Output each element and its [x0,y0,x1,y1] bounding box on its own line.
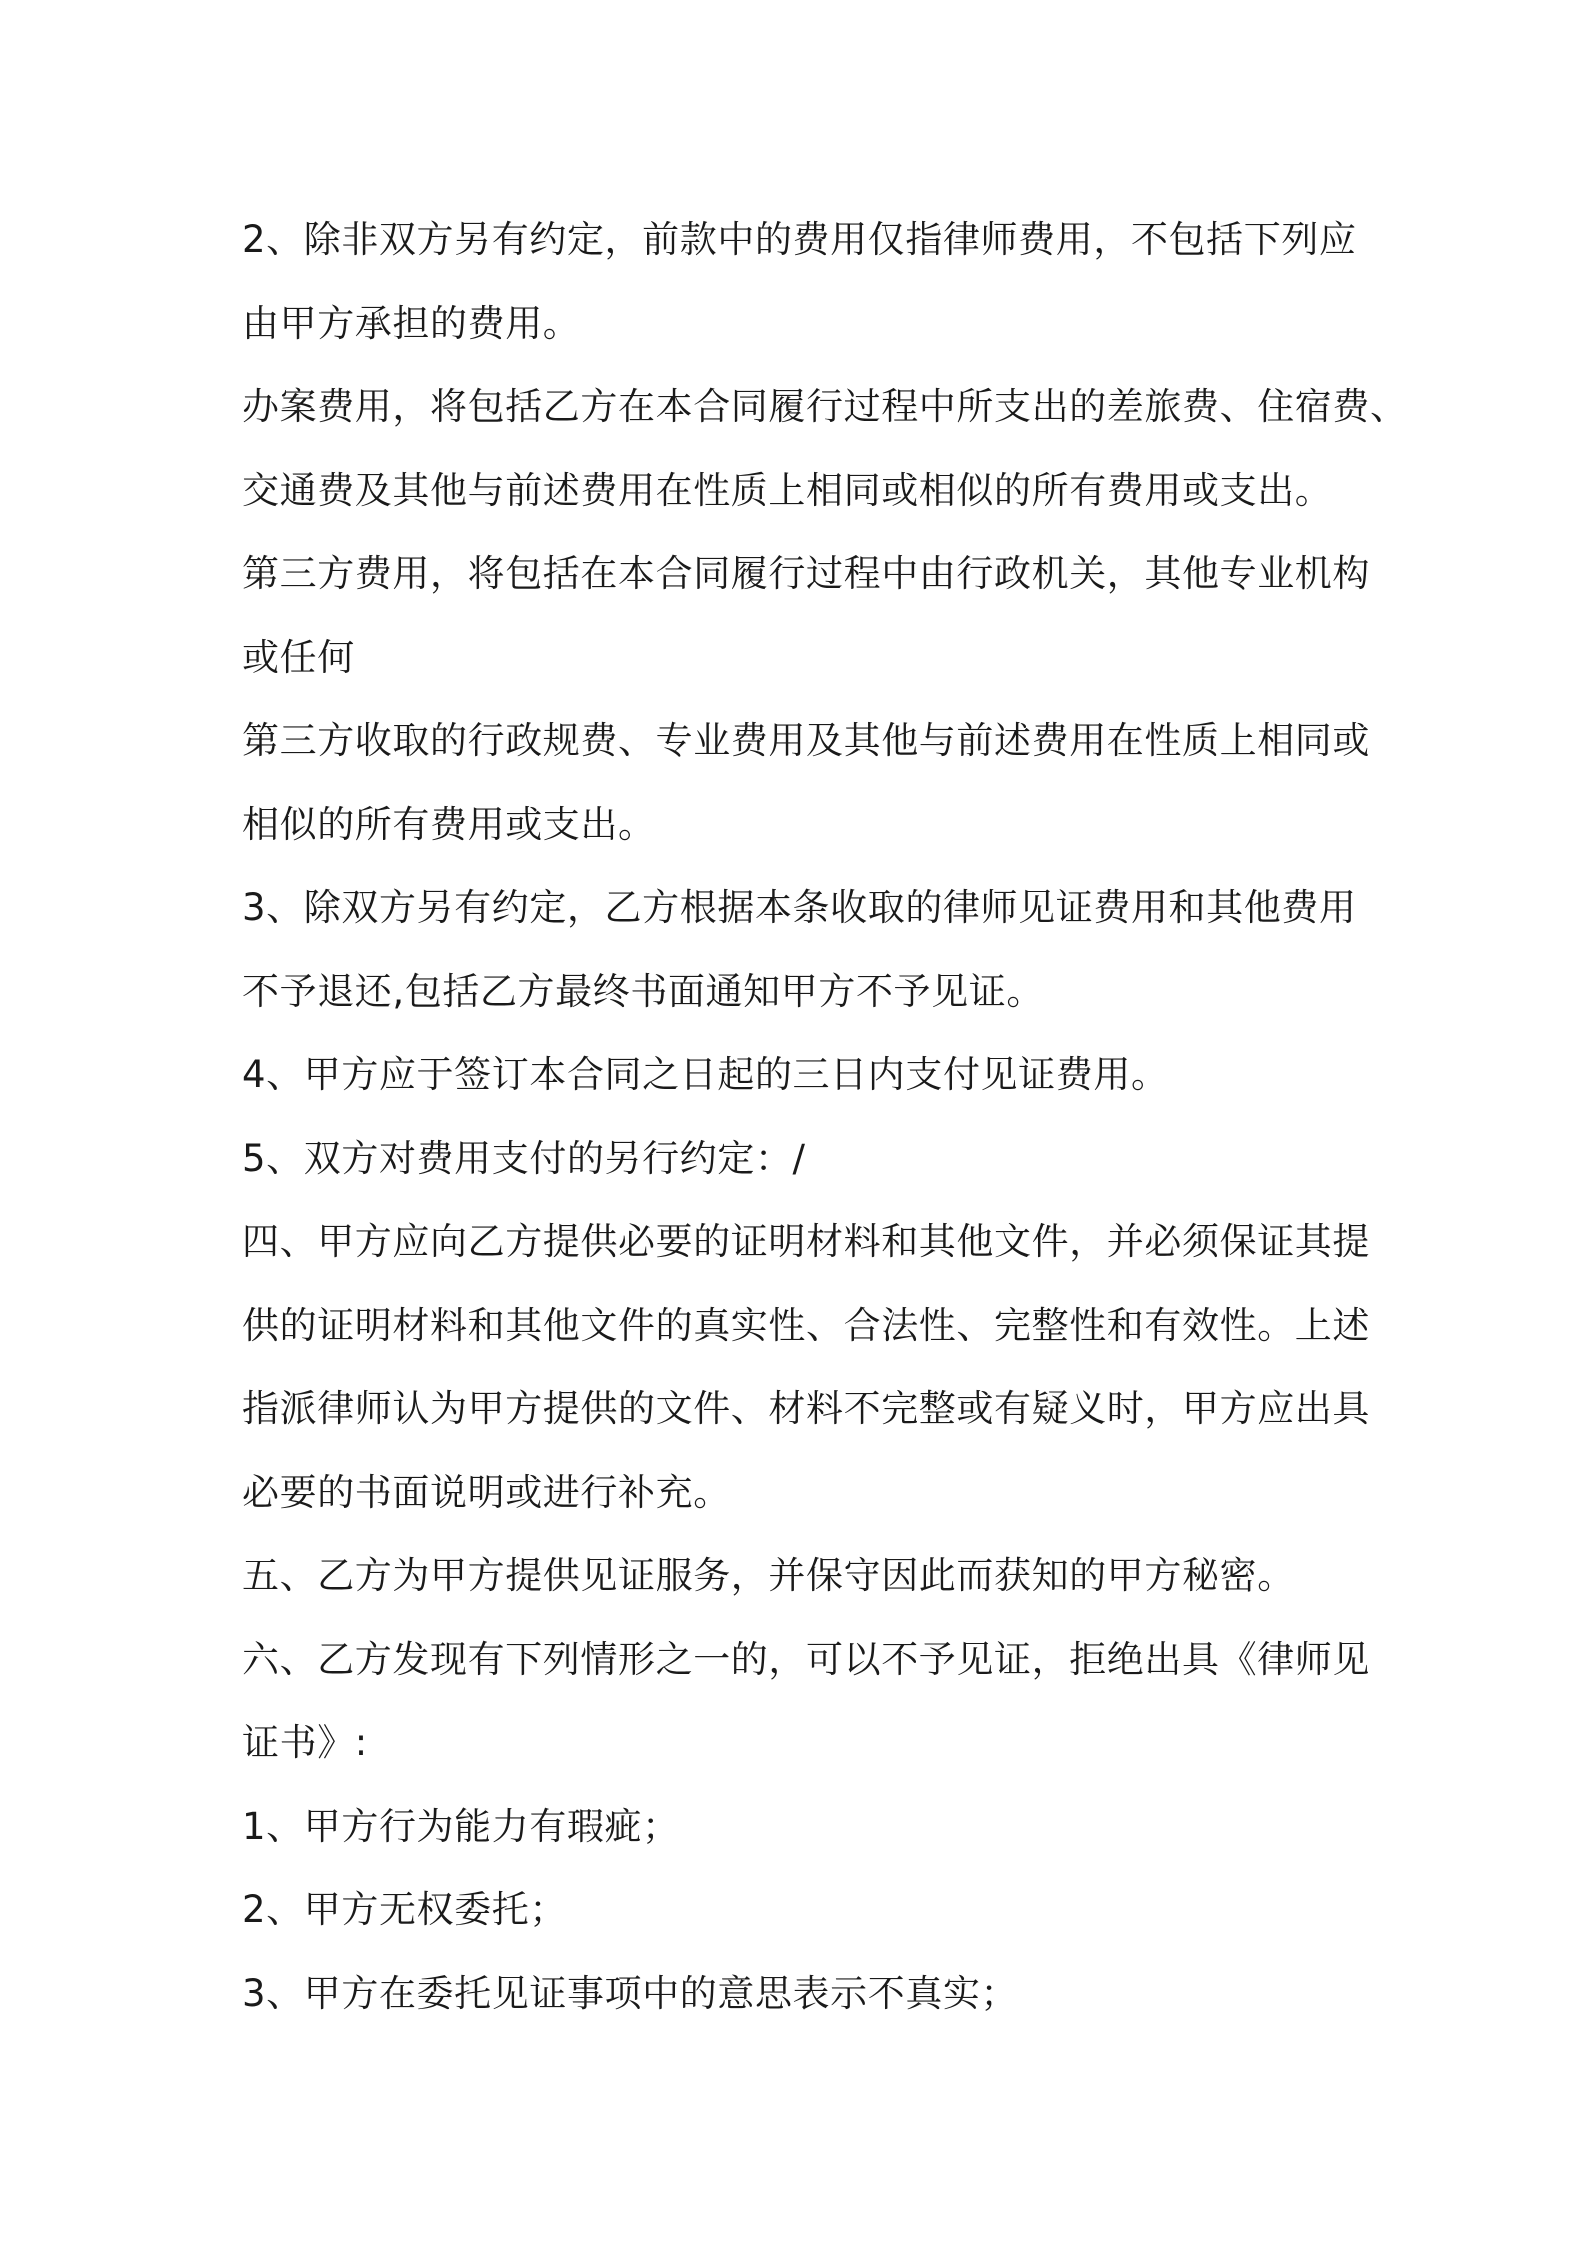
text-line: 第三方费用，将包括在本合同履行过程中由行政机关，其他专业机构 [242,552,1370,595]
text-line: 5、双方对费用支付的另行约定：/ [242,1136,806,1180]
text-line: 必要的书面说明或进行补充。 [242,1470,731,1514]
text-line: 办案费用，将包括乙方在本合同履行过程中所支出的差旅费、住宿费、 [242,385,1408,428]
text-line: 供的证明材料和其他文件的真实性、合法性、完整性和有效性。上述 [242,1303,1370,1347]
text-line: 第三方收取的行政规费、专业费用及其他与前述费用在性质上相同或 [242,719,1370,762]
text-line: 指派律师认为甲方提供的文件、材料不完整或有疑义时，甲方应出具 [242,1387,1370,1430]
text-line: 2、甲方无权委托； [242,1888,567,1931]
text-line: 2、除非双方另有约定，前款中的费用仅指律师费用，不包括下列应 [242,218,1357,261]
text-line: 五、乙方为甲方提供见证服务，并保守因此而获知的甲方秘密。 [242,1554,1295,1597]
text-line: 1、甲方行为能力有瑕疵； [242,1804,680,1848]
text-line: 或任何 [242,635,355,679]
document-body [242,198,1408,2035]
text-line: 不予退还,包括乙方最终书面通知甲方不予见证。 [242,969,1044,1013]
text-line: 六、乙方发现有下列情形之一的，可以不予见证，拒绝出具《律师见 [242,1637,1370,1681]
text-line: 四、甲方应向乙方提供必要的证明材料和其他文件，并必须保证其提 [242,1220,1370,1263]
text-line: 相似的所有费用或支出。 [242,802,656,846]
text-line: 4、甲方应于签订本合同之日起的三日内支付见证费用。 [242,1053,1169,1096]
text-line: 3、甲方在委托见证事项中的意思表示不真实； [242,1971,1019,2015]
text-line: 由甲方承担的费用。 [242,301,581,345]
text-line: 证书》: [242,1721,368,1764]
text-line: 交通费及其他与前述费用在性质上相同或相似的所有费用或支出。 [242,468,1333,512]
text-line: 3、除双方另有约定，乙方根据本条收取的律师见证费用和其他费用 [242,886,1357,929]
